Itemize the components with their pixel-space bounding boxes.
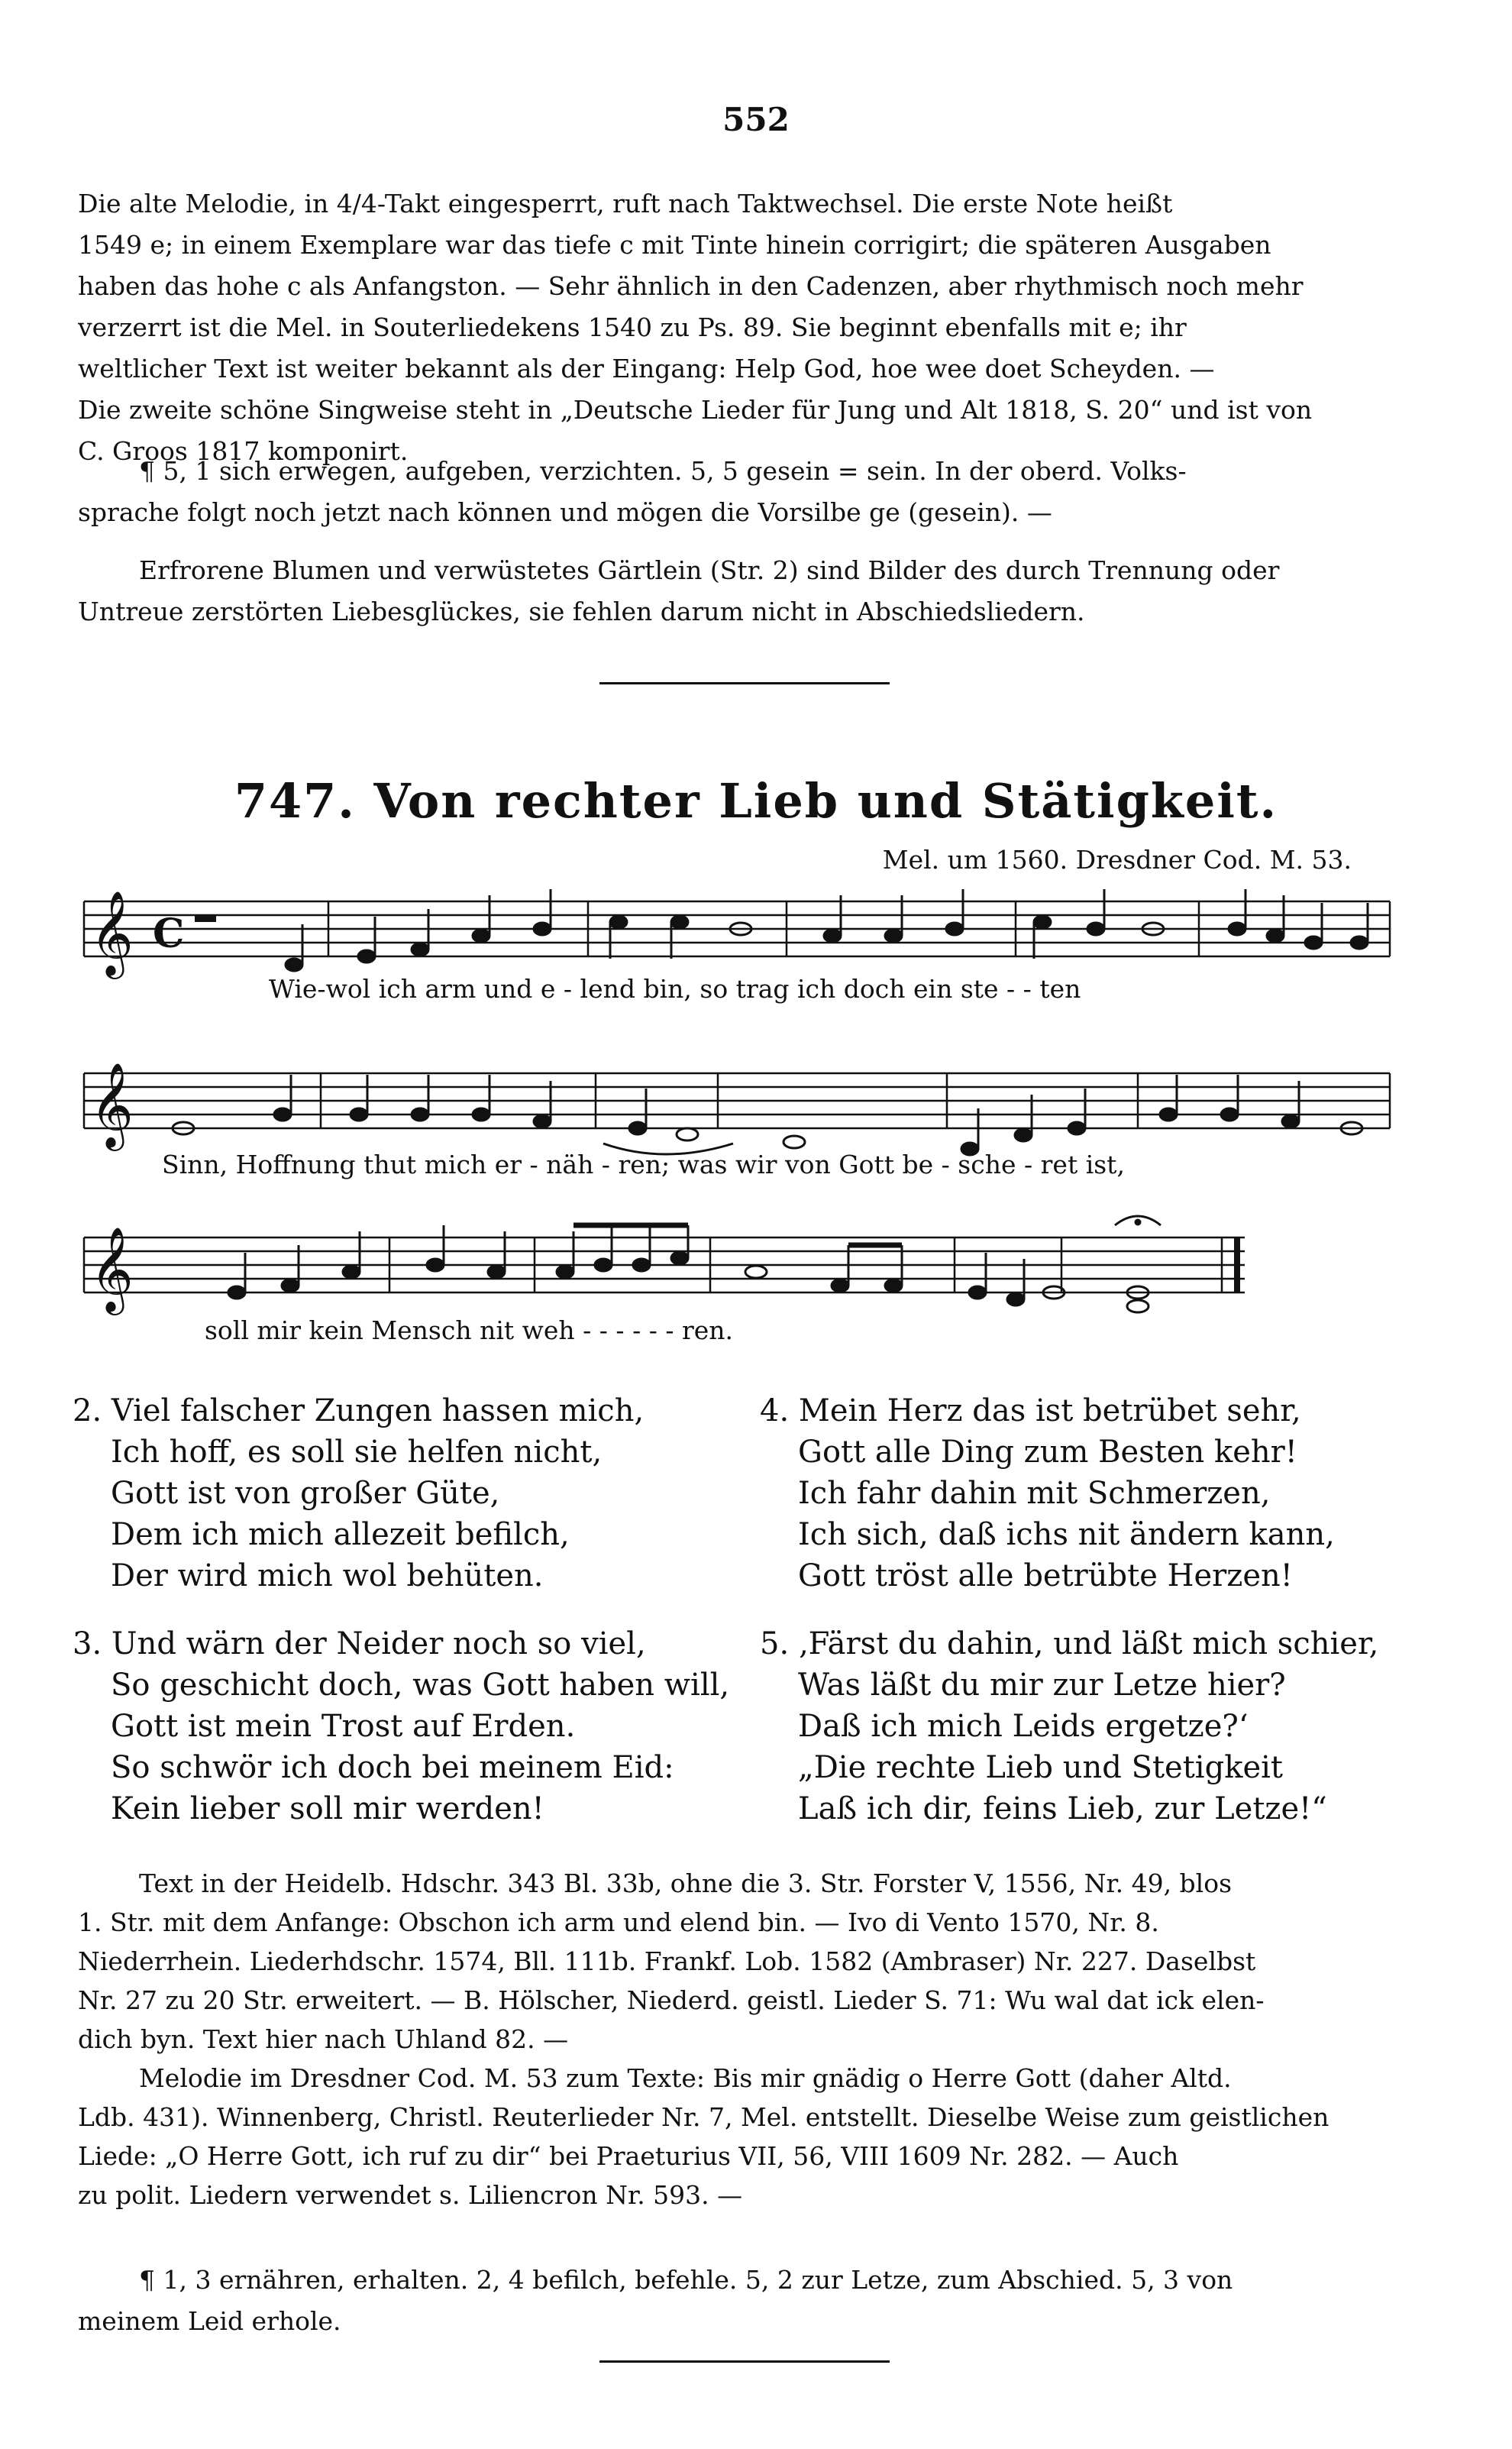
stanza-line: Kein lieber soll mir werden! bbox=[111, 1791, 544, 1826]
source-note-line: zu polit. Liedern verwendet s. Liliencron Nr. 593. — bbox=[78, 2180, 743, 2210]
source-note-line: Melodie im Dresdner Cod. M. 53 zum Texte: Bis mir gnädig o Herre Gott (daher Altd. bbox=[139, 2063, 1232, 2093]
source-note-line: 1. Str. mit dem Anfange: Obschon ich arm und elend bin. — Ivo di Vento 1570, Nr. 8. bbox=[78, 1907, 1159, 1937]
stanza-line: Was läßt du mir zur Letze hier? bbox=[798, 1668, 1286, 1703]
stanza-line: Ich fahr dahin mit Schmerzen, bbox=[798, 1476, 1271, 1511]
treble-clef-icon: 𝄞 bbox=[90, 1062, 134, 1147]
stanza-line: Daß ich mich Leids ergetze?‘ bbox=[798, 1709, 1249, 1744]
music-lyrics-line-2: Sinn, Hoffnung thut mich er - näh - ren; was wir von Gott be - sche - ret ist, bbox=[162, 1150, 1125, 1179]
music-lyrics-line-3: soll mir kein Mensch nit weh - - - - - - ren. bbox=[205, 1315, 734, 1345]
footnote-line: ¶ 1, 3 ernähren, erhalten. 2, 4 befilch, befehle. 5, 2 zur Letze, zum Abschied. 5, 3 von bbox=[139, 2265, 1233, 2295]
word-note-line: ¶ 5, 1 sich erwegen, aufgeben, verzichten. 5, 5 gesein = sein. In der oberd. Volks- bbox=[139, 456, 1187, 486]
stanza-line: 2. Viel falscher Zungen hassen mich, bbox=[73, 1393, 645, 1428]
song-number: 747. bbox=[234, 773, 356, 829]
source-note bbox=[78, 1864, 1437, 2214]
treble-clef-icon: 𝄞 bbox=[90, 890, 134, 975]
intro-note-line: C. Groos 1817 komponirt. bbox=[78, 436, 409, 466]
separator-rule bbox=[599, 682, 890, 684]
word-note bbox=[78, 451, 1437, 533]
source-note-line: Liede: „O Herre Gott, ich ruf zu dir“ bei Praeturius VII, 56, VIII 1609 Nr. 282. — Auch bbox=[78, 2141, 1179, 2171]
footnote bbox=[78, 2260, 1437, 2342]
stanza-line: Gott alle Ding zum Besten kehr! bbox=[798, 1435, 1297, 1470]
stanza-line: Ich hoff, es soll sie helfen nicht, bbox=[111, 1435, 603, 1470]
song-title: Von rechter Lieb und Stätigkeit. bbox=[373, 773, 1278, 829]
stanza-line: Gott tröst alle betrübte Herzen! bbox=[798, 1558, 1293, 1593]
stanza-4 bbox=[760, 1390, 1335, 1597]
footnote-line: meinem Leid erhole. bbox=[78, 2306, 341, 2336]
time-signature-icon: C bbox=[153, 911, 185, 957]
stanza-2 bbox=[73, 1390, 644, 1597]
source-note-line: Nr. 27 zu 20 Str. erweitert. — B. Hölscher, Niederd. geistl. Lieder S. 71: Wu wal dat ick elen- bbox=[78, 1985, 1265, 2015]
stanza-line: Dem ich mich allezeit befilch, bbox=[111, 1517, 570, 1552]
page-number: 552 bbox=[722, 101, 790, 138]
context-note-line: Untreue zerstörten Liebesglückes, sie fehlen darum nicht in Abschiedsliedern. bbox=[78, 597, 1085, 626]
stanza-5 bbox=[760, 1623, 1378, 1829]
stanza-line: Laß ich dir, feins Lieb, zur Letze!“ bbox=[798, 1791, 1327, 1826]
intro-note-line: haben das hohe c als Anfangston. — Sehr ähnlich in den Cadenzen, aber rhythmisch noch mehr bbox=[78, 271, 1304, 301]
bottom-rule bbox=[599, 2360, 890, 2363]
intro-note-line: Die alte Melodie, in 4/4-Takt eingesperrt, ruft nach Taktwechsel. Die erste Note heißt bbox=[78, 189, 1173, 218]
stanza-line: Gott ist von großer Güte, bbox=[111, 1476, 500, 1511]
source-note-line: Text in der Heidelb. Hdschr. 343 Bl. 33b, ohne die 3. Str. Forster V, 1556, Nr. 49, blos bbox=[139, 1868, 1233, 1898]
song-heading bbox=[0, 773, 1512, 829]
stanza-line: „Die rechte Lieb und Stetigkeit bbox=[798, 1750, 1283, 1785]
intro-note bbox=[78, 183, 1437, 472]
word-note-line: sprache folgt noch jetzt nach können und mögen die Vorsilbe ge (gesein). — bbox=[78, 497, 1052, 527]
treble-clef-icon: 𝄞 bbox=[90, 1226, 134, 1312]
melody-source: Mel. um 1560. Dresdner Cod. M. 53. bbox=[882, 845, 1352, 875]
music-staff-2 bbox=[69, 1050, 1397, 1165]
stanza-3 bbox=[73, 1623, 729, 1829]
stanza-line: So schwör ich doch bei meinem Eid: bbox=[111, 1750, 674, 1785]
intro-note-line: 1549 e; in einem Exemplare war das tiefe c mit Tinte hinein corrigirt; die späteren Ausgaben bbox=[78, 230, 1271, 260]
music-staff-3 bbox=[69, 1215, 1397, 1329]
intro-note-line: verzerrt ist die Mel. in Souterliedekens 1540 zu Ps. 89. Sie beginnt ebenfalls mit e; ihr bbox=[78, 312, 1187, 342]
stanza-line: 5. ‚Färst du dahin, und läßt mich schier, bbox=[760, 1626, 1379, 1661]
source-note-line: Niederrhein. Liederhdschr. 1574, Bll. 111b. Frankf. Lob. 1582 (Ambraser) Nr. 227. Daselbst bbox=[78, 1946, 1256, 1976]
stanza-line: 4. Mein Herz das ist betrübet sehr, bbox=[760, 1393, 1301, 1428]
music-lyrics-line-1: Wie-wol ich arm und e - lend bin, so trag ich doch ein ste - - ten bbox=[269, 974, 1081, 1004]
stanza-line: So geschicht doch, was Gott haben will, bbox=[111, 1668, 730, 1703]
stanza-line: 3. Und wärn der Neider noch so viel, bbox=[73, 1626, 646, 1661]
stanza-line: Ich sich, daß ichs nit ändern kann, bbox=[798, 1517, 1335, 1552]
intro-note-line: weltlicher Text ist weiter bekannt als der Eingang: Help God, hoe wee doet Scheyden. — bbox=[78, 354, 1215, 383]
source-note-line: Ldb. 431). Winnenberg, Christl. Reuterlieder Nr. 7, Mel. entstellt. Dieselbe Weise zum geistlichen bbox=[78, 2102, 1329, 2132]
intro-note-line: Die zweite schöne Singweise steht in „Deutsche Lieder für Jung und Alt 1818, S. 20“ und ist von bbox=[78, 395, 1313, 425]
context-note bbox=[78, 550, 1437, 632]
source-note-line: dich byn. Text hier nach Uhland 82. — bbox=[78, 2024, 569, 2054]
stanza-line: Gott ist mein Trost auf Erden. bbox=[111, 1709, 576, 1744]
stanza-line: Der wird mich wol behüten. bbox=[111, 1558, 544, 1593]
context-note-line: Erfrorene Blumen und verwüstetes Gärtlein (Str. 2) sind Bilder des durch Trennung oder bbox=[139, 555, 1280, 585]
